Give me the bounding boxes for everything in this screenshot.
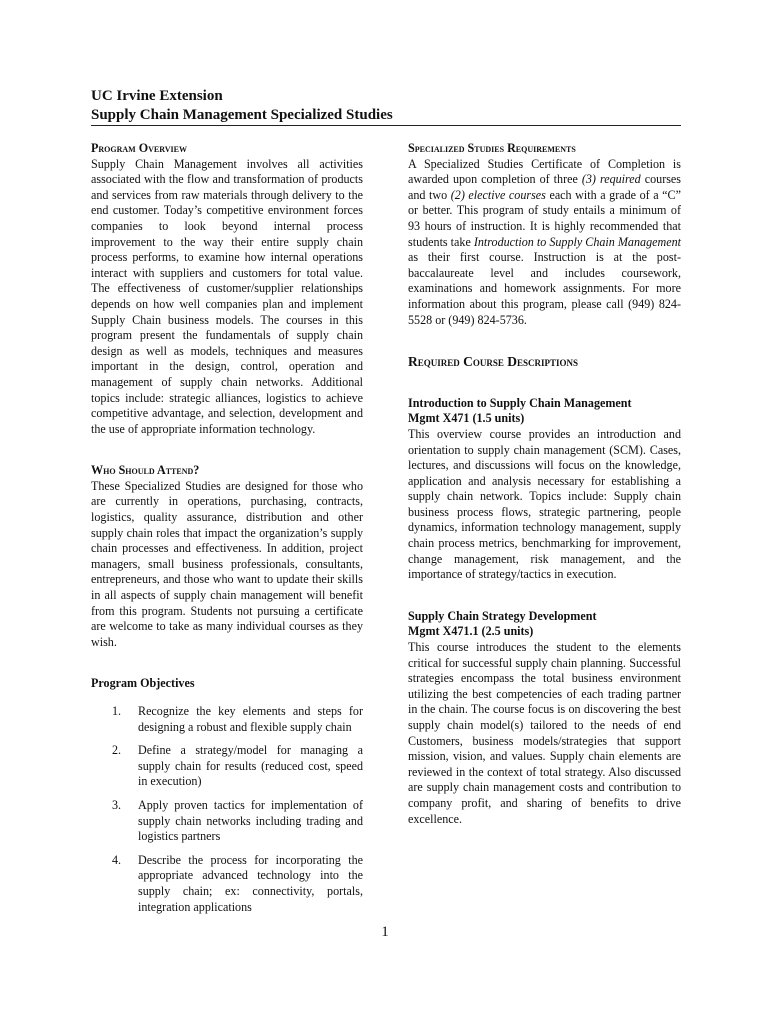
list-item-text: Define a strategy/model for managing a supply chain for results (reduced cost, speed in execution) xyxy=(138,743,363,789)
program-overview-heading: Program Overview xyxy=(91,141,187,155)
right-column xyxy=(408,141,681,827)
requirements-heading: Specialized Studies Requirements xyxy=(408,141,576,155)
list-item-text: Recognize the key elements and steps for designing a robust and flexible supply chain xyxy=(138,704,363,734)
list-number: 3. xyxy=(112,797,122,812)
course-entry xyxy=(408,609,681,827)
who-should-attend-text: These Specialized Studies are designed for those who are currently in operations, purchasing, contracts, logistics, quality assurance, distribution and other supply chain roles that impact the organization’s supply chain processes and effectiveness. In addition, project managers, small business professionals, consultants, entrepreneurs, and those who want to update their skills in all aspects of supply chain management will benefit from this program. Students not pursuing a certificate are welcome to take as many individual courses as they wish. xyxy=(91,478,363,649)
left-column xyxy=(91,141,363,923)
program-objectives-heading: Program Objectives xyxy=(91,676,195,691)
program-title: Supply Chain Management Specialized Studies xyxy=(91,106,681,126)
course-code: Mgmt X471.1 (2.5 units) xyxy=(408,624,534,639)
course-title: Introduction to Supply Chain Management xyxy=(408,395,632,410)
list-item xyxy=(91,704,363,735)
document-header xyxy=(91,87,681,126)
requirements-text: A Specialized Studies Certificate of Completion is awarded upon completion of three (3) required courses and two (2) elective courses each with a grade of a “C” or better. This program of study entails a minimum of 93 hours of instruction. It is highly recommended that students take Introduction to Supply Chain Management as their first course. Instruction is at the post-baccalaureate level and includes coursework, examinations and homework assignments. For more information about this program, please call (949) 824-5528 or (949) 824-5736. xyxy=(408,156,681,327)
who-should-attend-heading: Who Should Attend? xyxy=(91,463,200,478)
list-number: 1. xyxy=(112,704,122,718)
objectives-list xyxy=(91,704,363,915)
course-description: This overview course provides an introduction and orientation to supply chain management (SCM). Cases, lectures, and discussions will focus on the knowledge, application and analysis necessary for establishing a supply chain network. Topics include: Supply chain business process flows, strategic partnering, people dynamics, information technology management, supply chain process metrics, benchmarking for improvement, change management, risk management, and the importance of strategy/tactics in execution. xyxy=(408,426,681,582)
list-item xyxy=(91,798,363,845)
list-item xyxy=(91,853,363,915)
organization-title: UC Irvine Extension xyxy=(91,88,223,104)
course-title: Supply Chain Strategy Development xyxy=(408,608,597,623)
list-number: 4. xyxy=(112,852,122,867)
course-code: Mgmt X471 (1.5 units) xyxy=(408,411,525,426)
list-item-text: Apply proven tactics for implementation of supply chain networks including trading and logistics partners xyxy=(138,797,363,844)
course-entry xyxy=(408,396,681,583)
page-number: 1 xyxy=(381,924,389,940)
program-overview-text: Supply Chain Management involves all activities associated with the flow and transformation of products and services from raw materials through delivery to the end customer. Today’s competitive environment forces companies to look beyond internal process improvement to the way their entire supply chain process performs, to examine how internal operations interact with suppliers and customers for total value. The effectiveness of customer/supplier relationships depends on how well companies plan and implement Supply Chain business models. The courses in this program present the fundamentals of supply chain design as well as models, techniques and measures important in the design, control, operation and management of supply chain networks. Additional topics include: strategic alliances, logistics to achieve competitive advantage, and selection, development and the use of appropriate information technology. xyxy=(91,156,363,436)
list-number: 2. xyxy=(112,743,122,758)
course-description: This course introduces the student to the elements critical for successful supply chain planning. Successful strategies encompass the total business environment utilizing the best competencies of each trading partner in the chain. The course focus is on discovering the best supply chain model(s) tailored to the needs of end Customers, business models/strategies that support mission, vision, and values. Supply chain elements are reviewed in the context of total strategy. Also discussed are supply chain management costs and contribution to company profit, and sharing of benefits to drive excellence. xyxy=(408,640,681,826)
course-descriptions-heading: Required Course Descriptions xyxy=(408,354,579,370)
list-item-text: Describe the process for incorporating the appropriate advanced technology into the supply chain; ex: connectivity, portals, integration applications xyxy=(138,852,363,914)
list-item xyxy=(91,743,363,790)
